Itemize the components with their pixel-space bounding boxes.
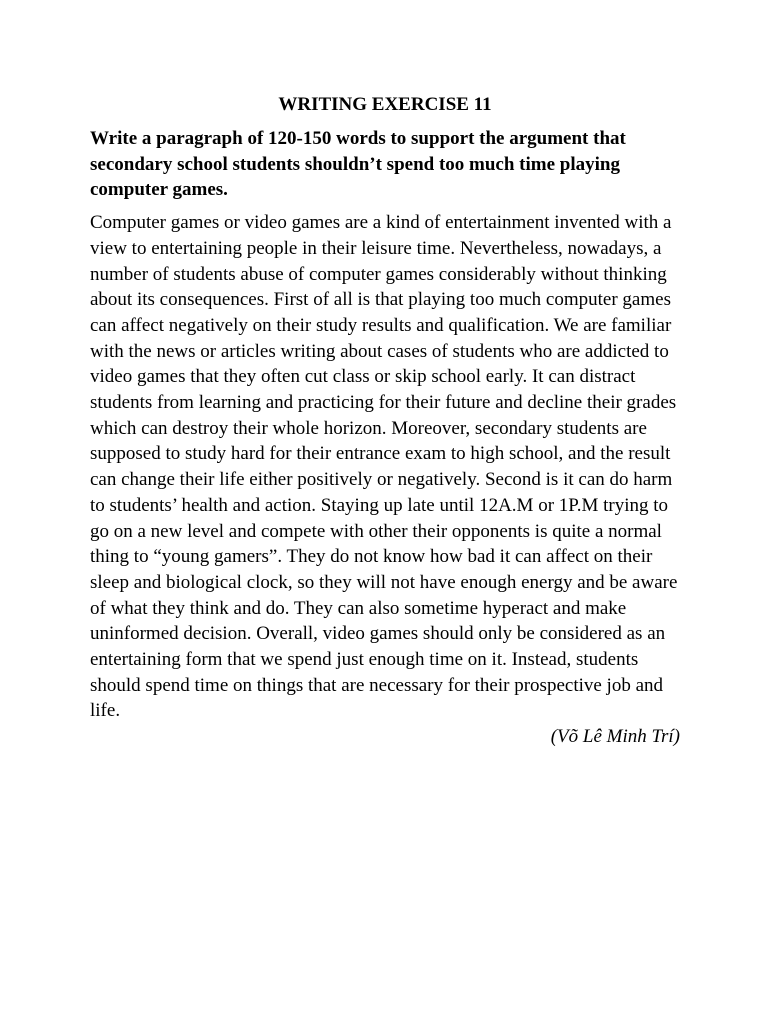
author-signature: (Võ Lê Minh Trí)	[550, 726, 680, 748]
document-title: WRITING EXERCISE 11	[278, 94, 492, 115]
document-page	[90, 92, 680, 750]
essay-paragraph: Computer games or video games are a kind of entertainment invented with a view to entertaining people in their leisure time. Nevertheless, nowadays, a number of students abuse of computer games considerably without thinking about its consequences. First of all is that playing too much computer games can affect negatively on their study results and qualification. We are familiar with the news or articles writing about cases of students who are addicted to video games that they often cut class or skip school early. It can distract students from learning and practicing for their future and decline their grades which can destroy their whole horizon. Moreover, secondary students are supposed to study hard for their entrance exam to high school, and the result can change their life either positively or negatively. Second is it can do harm to students’ health and action. Staying up late until 12A.M or 1P.M trying to go on a new level and compete with other their opponents is quite a normal thing to “young gamers”. They do not know how bad it can affect on their sleep and biological clock, so they will not have enough energy and be aware of what they think and do. They can also sometime hyperact and make uninformed decision. Overall, video games should only be considered as an entertaining form that we spend just enough time on it. Instead, students should spend time on things that are necessary for their prospective job and life.	[90, 212, 678, 722]
exercise-prompt: Write a paragraph of 120-150 words to support the argument that secondary school students shouldn’t spend too much time playing computer games.	[90, 128, 626, 201]
